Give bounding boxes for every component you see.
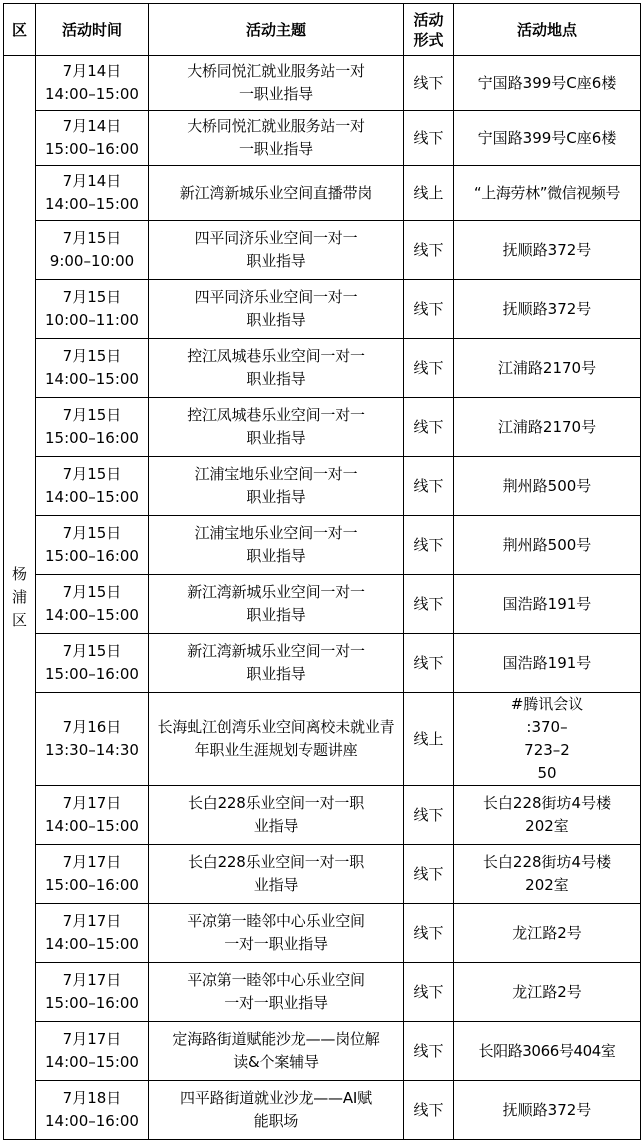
activity-date: 7月15日 bbox=[62, 524, 122, 542]
time-cell bbox=[36, 398, 149, 457]
activity-time: 14:00–15:00 bbox=[45, 488, 139, 506]
activity-form: 线下 bbox=[404, 1081, 454, 1140]
cell-text-line: 50 bbox=[537, 764, 557, 782]
activity-place: 抚顺路372号 bbox=[454, 1081, 641, 1140]
cell-text-line: 读&个案辅导 bbox=[233, 1053, 319, 1071]
activity-topic bbox=[149, 339, 404, 398]
cell-text-line: 能职场 bbox=[253, 1112, 299, 1130]
activity-place: 江浦路2170号 bbox=[454, 339, 641, 398]
cell-text-line: 202室 bbox=[525, 876, 569, 894]
cell-text-line: 202室 bbox=[525, 817, 569, 835]
activity-form: 线下 bbox=[404, 339, 454, 398]
activity-place: “上海劳林”微信视频号 bbox=[454, 166, 641, 221]
activity-date: 7月17日 bbox=[62, 1030, 122, 1048]
activity-place bbox=[454, 845, 641, 904]
time-cell bbox=[36, 111, 149, 166]
cell-text-line: 江浦宝地乐业空间一对一 bbox=[194, 524, 358, 542]
activity-place: 龙江路2号 bbox=[454, 904, 641, 963]
cell-text-line: 业指导 bbox=[253, 876, 299, 894]
time-cell bbox=[36, 516, 149, 575]
cell-text-line: 长白228乐业空间一对一职 bbox=[187, 794, 365, 812]
activity-topic bbox=[149, 634, 404, 693]
activity-form: 线下 bbox=[404, 1022, 454, 1081]
activity-form: 线下 bbox=[404, 56, 454, 111]
time-cell bbox=[36, 1022, 149, 1081]
cell-text-line: 业指导 bbox=[253, 817, 299, 835]
activity-topic bbox=[149, 845, 404, 904]
time-cell bbox=[36, 221, 149, 280]
activity-date: 7月17日 bbox=[62, 912, 122, 930]
time-cell bbox=[36, 904, 149, 963]
activity-time: 10:00–11:00 bbox=[45, 311, 139, 329]
cell-text-line: 职业指导 bbox=[246, 311, 306, 329]
table-row bbox=[4, 634, 641, 693]
table-row bbox=[4, 280, 641, 339]
activity-form: 线下 bbox=[404, 634, 454, 693]
activity-place: 抚顺路372号 bbox=[454, 221, 641, 280]
header-topic: 活动主题 bbox=[149, 4, 404, 56]
activity-form: 线下 bbox=[404, 516, 454, 575]
table-body bbox=[4, 56, 641, 1140]
activity-form: 线下 bbox=[404, 111, 454, 166]
activity-place: 抚顺路372号 bbox=[454, 280, 641, 339]
activity-date: 7月15日 bbox=[62, 465, 122, 483]
activity-place: 国浩路191号 bbox=[454, 575, 641, 634]
time-cell bbox=[36, 575, 149, 634]
time-cell bbox=[36, 339, 149, 398]
cell-text-line: 四平路街道就业沙龙——AI赋 bbox=[180, 1089, 372, 1107]
header-district: 区 bbox=[4, 4, 36, 56]
cell-text-line: 长白228街坊4号楼 bbox=[482, 794, 612, 812]
activity-topic bbox=[149, 516, 404, 575]
activity-time: 15:00–16:00 bbox=[45, 876, 139, 894]
activity-topic: 新江湾新城乐业空间直播带岗 bbox=[149, 166, 404, 221]
header-time: 活动时间 bbox=[36, 4, 149, 56]
header-form-text: 活动 形式 bbox=[413, 10, 444, 49]
cell-text-line: 职业指导 bbox=[246, 488, 306, 506]
activity-place: 宁国路399号C座6楼 bbox=[454, 111, 641, 166]
activity-form: 线下 bbox=[404, 457, 454, 516]
activity-date: 7月16日 bbox=[62, 718, 122, 736]
activity-time: 14:00–16:00 bbox=[45, 1112, 139, 1130]
activity-form: 线上 bbox=[404, 166, 454, 221]
activity-place: 龙江路2号 bbox=[454, 963, 641, 1022]
activity-place: 荆州路500号 bbox=[454, 516, 641, 575]
activity-schedule-table bbox=[3, 3, 641, 1140]
table-row bbox=[4, 845, 641, 904]
activity-date: 7月14日 bbox=[62, 172, 122, 190]
activity-topic bbox=[149, 56, 404, 111]
activity-place: 江浦路2170号 bbox=[454, 398, 641, 457]
activity-form: 线下 bbox=[404, 904, 454, 963]
time-cell bbox=[36, 634, 149, 693]
activity-form: 线下 bbox=[404, 280, 454, 339]
activity-date: 7月15日 bbox=[62, 229, 122, 247]
activity-time: 14:00–15:00 bbox=[45, 1053, 139, 1071]
table-row bbox=[4, 693, 641, 786]
cell-text-line: 723–2 bbox=[524, 741, 570, 759]
table-row bbox=[4, 575, 641, 634]
activity-topic bbox=[149, 904, 404, 963]
activity-topic bbox=[149, 1022, 404, 1081]
cell-text-line: 一职业指导 bbox=[238, 140, 313, 158]
activity-date: 7月15日 bbox=[62, 406, 122, 424]
time-cell bbox=[36, 786, 149, 845]
activity-place: 长阳路3066号404室 bbox=[454, 1022, 641, 1081]
cell-text-line: 控江凤城巷乐业空间一对一 bbox=[187, 347, 365, 365]
table-row bbox=[4, 904, 641, 963]
activity-time: 14:00–15:00 bbox=[45, 935, 139, 953]
activity-form: 线下 bbox=[404, 398, 454, 457]
table-row bbox=[4, 56, 641, 111]
activity-date: 7月14日 bbox=[62, 62, 122, 80]
activity-date: 7月15日 bbox=[62, 347, 122, 365]
cell-text-line: 职业指导 bbox=[246, 252, 306, 270]
activity-topic bbox=[149, 398, 404, 457]
time-cell bbox=[36, 457, 149, 516]
activity-place: 宁国路399号C座6楼 bbox=[454, 56, 641, 111]
time-cell bbox=[36, 1081, 149, 1140]
cell-text-line: 新江湾新城乐业空间一对一 bbox=[187, 583, 365, 601]
activity-topic bbox=[149, 786, 404, 845]
cell-text-line: 四平同济乐业空间一对一 bbox=[194, 229, 358, 247]
activity-date: 7月17日 bbox=[62, 971, 122, 989]
activity-date: 7月17日 bbox=[62, 794, 122, 812]
cell-text-line: 职业指导 bbox=[246, 429, 306, 447]
table-row bbox=[4, 457, 641, 516]
activity-form: 线上 bbox=[404, 693, 454, 786]
table-row bbox=[4, 339, 641, 398]
cell-text-line: 四平同济乐业空间一对一 bbox=[194, 288, 358, 306]
table-row bbox=[4, 786, 641, 845]
activity-time: 15:00–16:00 bbox=[45, 665, 139, 683]
activity-time: 15:00–16:00 bbox=[45, 547, 139, 565]
time-cell bbox=[36, 166, 149, 221]
activity-place bbox=[454, 786, 641, 845]
cell-text-line: 大桥同悦汇就业服务站一对 bbox=[187, 62, 365, 80]
activity-time: 14:00–15:00 bbox=[45, 817, 139, 835]
activity-place: 国浩路191号 bbox=[454, 634, 641, 693]
time-cell bbox=[36, 693, 149, 786]
district-name: 杨 浦 区 bbox=[11, 565, 27, 629]
activity-time: 15:00–16:00 bbox=[45, 994, 139, 1012]
activity-time: 14:00–15:00 bbox=[45, 195, 139, 213]
table-row bbox=[4, 221, 641, 280]
district-cell bbox=[4, 56, 36, 1140]
time-cell bbox=[36, 963, 149, 1022]
cell-text-line: 大桥同悦汇就业服务站一对 bbox=[187, 117, 365, 135]
table-row bbox=[4, 111, 641, 166]
activity-place: 荆州路500号 bbox=[454, 457, 641, 516]
cell-text-line: 职业指导 bbox=[246, 547, 306, 565]
activity-time: 15:00–16:00 bbox=[45, 140, 139, 158]
table-row bbox=[4, 1022, 641, 1081]
cell-text-line: 职业指导 bbox=[246, 606, 306, 624]
activity-time: 14:00–15:00 bbox=[45, 85, 139, 103]
cell-text-line: 长白228乐业空间一对一职 bbox=[187, 853, 365, 871]
cell-text-line: 平凉第一睦邻中心乐业空间 bbox=[187, 971, 365, 989]
activity-time: 13:30–14:30 bbox=[45, 741, 139, 759]
cell-text-line: 平凉第一睦邻中心乐业空间 bbox=[187, 912, 365, 930]
table-row bbox=[4, 166, 641, 221]
table-row bbox=[4, 516, 641, 575]
activity-topic bbox=[149, 280, 404, 339]
activity-date: 7月18日 bbox=[62, 1089, 122, 1107]
cell-text-line: 职业指导 bbox=[246, 370, 306, 388]
table-row bbox=[4, 398, 641, 457]
activity-topic bbox=[149, 575, 404, 634]
cell-text-line: 一对一职业指导 bbox=[224, 994, 328, 1012]
cell-text-line: 一职业指导 bbox=[238, 85, 313, 103]
activity-date: 7月15日 bbox=[62, 642, 122, 660]
activity-place bbox=[454, 693, 641, 786]
activity-time: 9:00–10:00 bbox=[49, 252, 135, 270]
cell-text-line: #腾讯会议 bbox=[510, 695, 584, 713]
cell-text-line: 定海路街道赋能沙龙——岗位解 bbox=[172, 1030, 380, 1048]
time-cell bbox=[36, 280, 149, 339]
activity-date: 7月15日 bbox=[62, 288, 122, 306]
cell-text-line: 控江凤城巷乐业空间一对一 bbox=[187, 406, 365, 424]
cell-text-line: 职业指导 bbox=[246, 665, 306, 683]
table-row bbox=[4, 963, 641, 1022]
activity-topic bbox=[149, 1081, 404, 1140]
cell-text-line: 长白228街坊4号楼 bbox=[482, 853, 612, 871]
activity-time: 14:00–15:00 bbox=[45, 370, 139, 388]
header-place: 活动地点 bbox=[454, 4, 641, 56]
activity-topic bbox=[149, 111, 404, 166]
activity-time: 14:00–15:00 bbox=[45, 606, 139, 624]
cell-text-line: :370– bbox=[526, 718, 568, 736]
activity-topic bbox=[149, 457, 404, 516]
activity-form: 线下 bbox=[404, 221, 454, 280]
cell-text-line: 新江湾新城乐业空间一对一 bbox=[187, 642, 365, 660]
activity-topic bbox=[149, 221, 404, 280]
activity-date: 7月17日 bbox=[62, 853, 122, 871]
activity-topic bbox=[149, 963, 404, 1022]
table-header-row bbox=[4, 4, 641, 56]
header-form bbox=[404, 4, 454, 56]
activity-date: 7月15日 bbox=[62, 583, 122, 601]
cell-text-line: 江浦宝地乐业空间一对一 bbox=[194, 465, 358, 483]
activity-form: 线下 bbox=[404, 963, 454, 1022]
activity-time: 15:00–16:00 bbox=[45, 429, 139, 447]
activity-form: 线下 bbox=[404, 845, 454, 904]
time-cell bbox=[36, 56, 149, 111]
cell-text-line: 一对一职业指导 bbox=[224, 935, 328, 953]
time-cell bbox=[36, 845, 149, 904]
table-row bbox=[4, 1081, 641, 1140]
activity-topic: 长海虬江创湾乐业空间离校未就业青年职业生涯规划专题讲座 bbox=[149, 693, 404, 786]
activity-date: 7月14日 bbox=[62, 117, 122, 135]
activity-form: 线下 bbox=[404, 786, 454, 845]
activity-form: 线下 bbox=[404, 575, 454, 634]
